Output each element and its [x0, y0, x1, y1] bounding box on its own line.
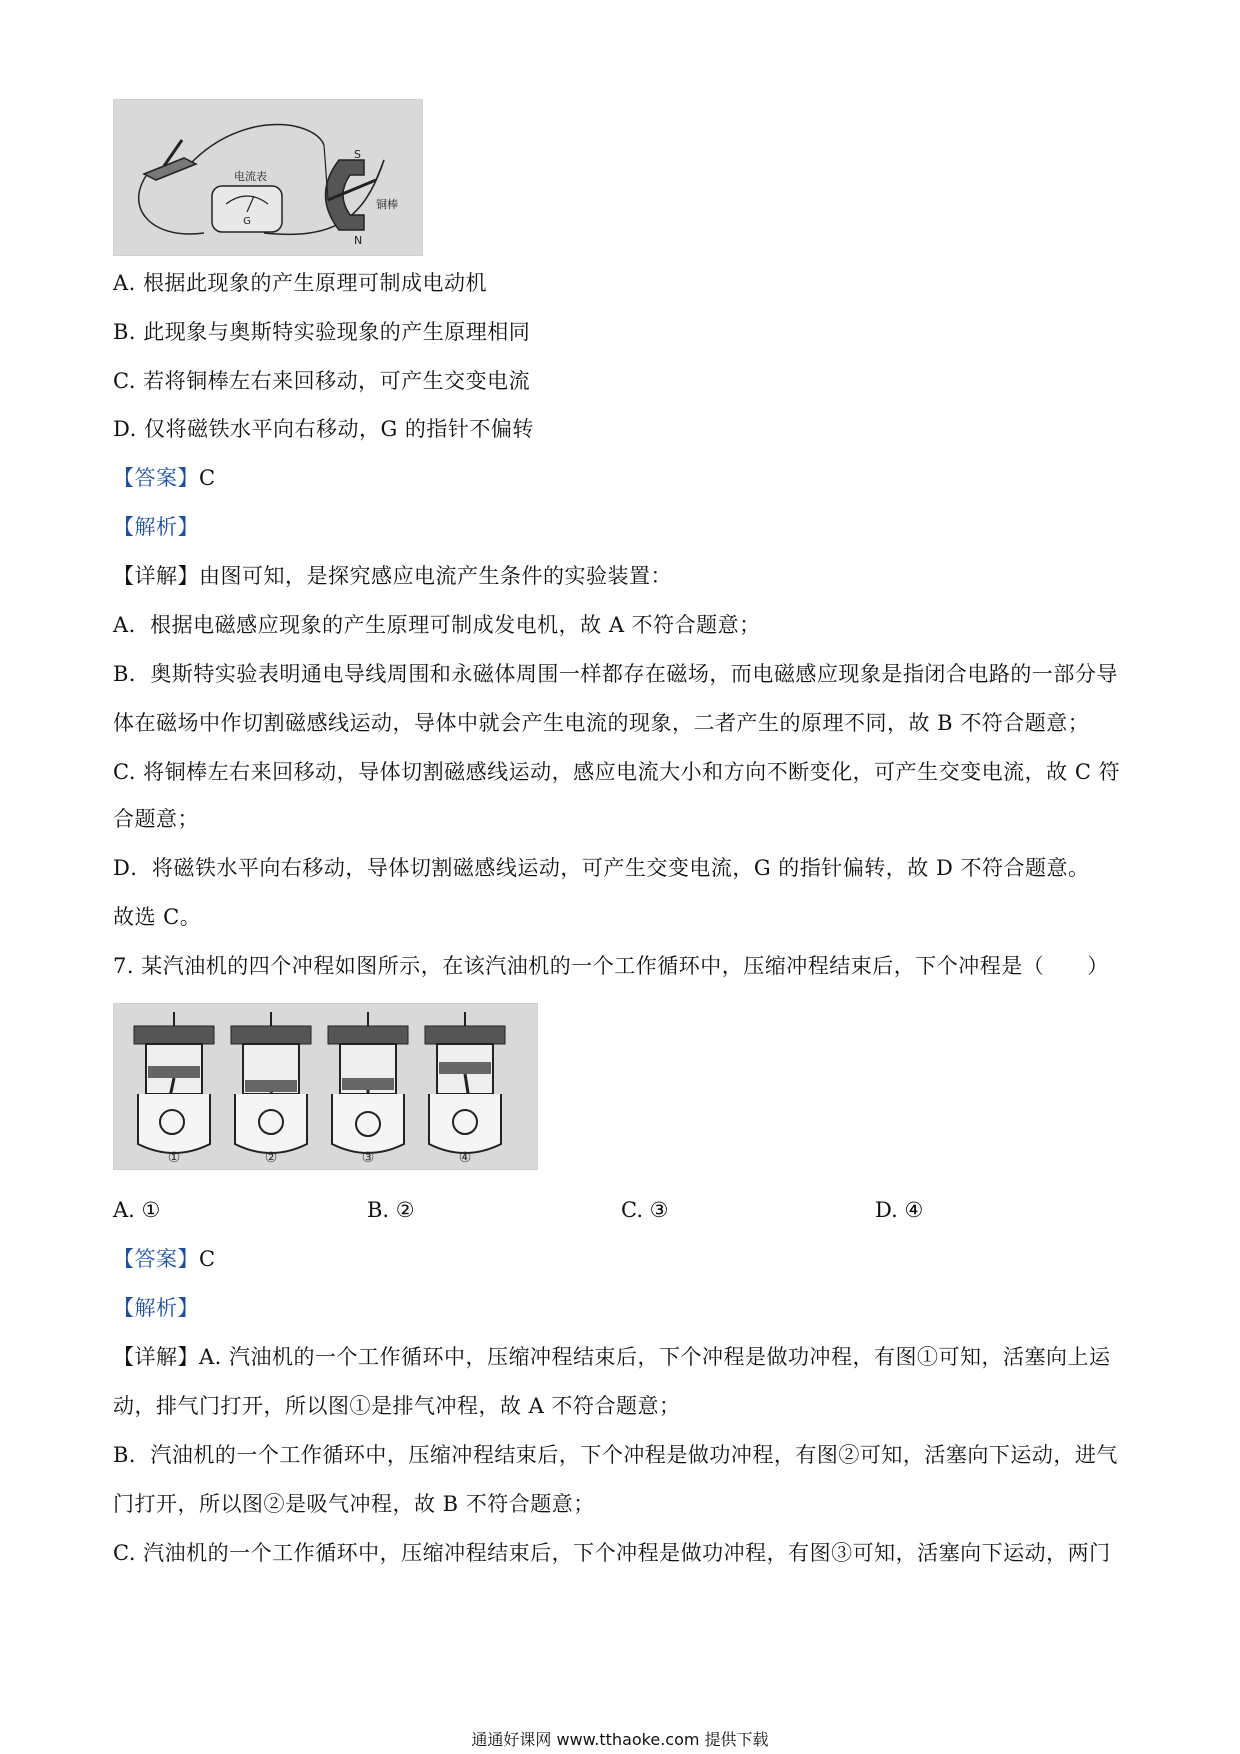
q6-answer-tag: 【答案】	[113, 466, 199, 490]
q6-explanation-c2: 合题意；	[113, 807, 199, 831]
q6-explanation-b2: 体在磁场中作切割磁感线运动，导体中就会产生电流的现象，二者产生的原理不同，故 B 不符合题意；	[113, 711, 1090, 735]
q6-detail-tag: 【详解】	[113, 564, 199, 588]
q7-explanation-b1: B．汽油机的一个工作循环中，压缩冲程结束后，下个冲程是做功冲程，有图②可知，活塞向下运动，进气	[113, 1443, 1118, 1467]
q7-detail-line	[113, 1344, 1111, 1370]
q6-conclusion: 故选 C。	[113, 905, 202, 929]
engine-strokes-drawing	[114, 1004, 537, 1169]
engine-label-3: ③	[361, 1150, 375, 1166]
engine-label-1: ①	[167, 1150, 181, 1166]
engine-label-2: ②	[264, 1150, 278, 1166]
q7-choice-a: A. ①	[113, 1198, 161, 1222]
engine-label-4: ④	[458, 1150, 472, 1166]
q6-analysis-line	[113, 514, 199, 540]
q6-option-a: A. 根据此现象的产生原理可制成电动机	[113, 271, 488, 295]
q7-analysis-tag: 【解析】	[113, 1296, 199, 1320]
engine-stroke-1	[134, 1012, 214, 1166]
q6-detail-line	[113, 563, 672, 589]
q6-option-d: D. 仅将磁铁水平向右移动，G 的指针不偏转	[113, 417, 534, 441]
q6-explanation-b1: B．奥斯特实验表明通电导线周围和永磁体周围一样都存在磁场，而电磁感应现象是指闭合电路的一部分导	[113, 662, 1118, 686]
ammeter-label: 电流表	[234, 170, 267, 183]
q7-detail-tag: 【详解】	[113, 1345, 199, 1369]
q6-option-b: B. 此现象与奥斯特实验现象的产生原理相同	[113, 320, 531, 344]
rod-label: 铜棒	[376, 198, 398, 211]
gauge-label: G	[243, 216, 251, 227]
magnet-s-label: S	[354, 148, 361, 161]
engine-stroke-3	[328, 1012, 408, 1166]
q6-option-c: C. 若将铜棒左右来回移动，可产生交变电流	[113, 369, 531, 393]
q7-explanation-b2: 门打开，所以图②是吸气冲程，故 B 不符合题意；	[113, 1492, 595, 1516]
q7-choice-b: B. ②	[367, 1198, 415, 1222]
q7-analysis-line	[113, 1295, 199, 1321]
engine-strokes-figure	[113, 1003, 538, 1170]
q7-explanation-c1: C. 汽油机的一个工作循环中，压缩冲程结束后，下个冲程是做功冲程，有图③可知，活塞向下运动，两门	[113, 1541, 1111, 1565]
q6-answer-line	[113, 465, 216, 491]
magnet-n-label: N	[354, 234, 363, 247]
q6-explanation-a: A．根据电磁感应现象的产生原理可制成发电机，故 A 不符合题意；	[113, 613, 761, 637]
engine-stroke-2	[231, 1012, 311, 1166]
q7-stem: 7. 某汽油机的四个冲程如图所示，在该汽油机的一个工作循环中，压缩冲程结束后，下个冲程是（ ）	[113, 954, 1109, 978]
q6-explanation-d: D．将磁铁水平向右移动，导体切割磁感线运动，可产生交变电流，G 的指针偏转，故 D 不符合题意。	[113, 856, 1090, 880]
q6-explanation-c1: C. 将铜棒左右来回移动，导体切割磁感线运动，感应电流大小和方向不断变化，可产生交变电流，故 C 符	[113, 760, 1121, 784]
engine-stroke-4	[425, 1012, 505, 1166]
q7-answer-tag: 【答案】	[113, 1247, 199, 1271]
q6-analysis-tag: 【解析】	[113, 515, 199, 539]
q7-answer-value: C	[199, 1247, 216, 1271]
q6-detail-intro: 由图可知，是探究感应电流产生条件的实验装置：	[199, 564, 672, 588]
induction-circuit-drawing	[114, 100, 422, 255]
page-footer: 通通好课网 www.tthaoke.com 提供下载	[471, 1730, 769, 1749]
q7-choice-c: C. ③	[621, 1198, 669, 1222]
q7-detail-first: A. 汽油机的一个工作循环中，压缩冲程结束后，下个冲程是做功冲程，有图①可知，活塞向上运	[199, 1345, 1111, 1369]
q7-choice-d: D. ④	[875, 1198, 924, 1222]
q7-answer-line	[113, 1246, 216, 1272]
q7-explanation-a2: 动，排气门打开，所以图①是排气冲程，故 A 不符合题意；	[113, 1394, 681, 1418]
induction-experiment-figure	[113, 99, 423, 256]
q6-answer-value: C	[199, 466, 216, 490]
